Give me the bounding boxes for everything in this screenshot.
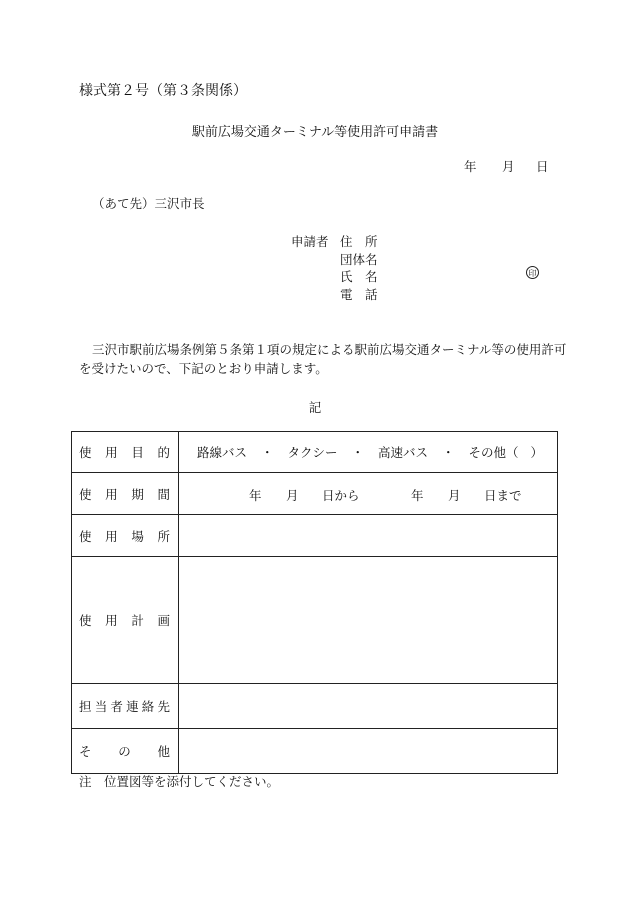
label-char: 使 bbox=[79, 486, 92, 502]
purpose-option-taxi[interactable]: タクシー bbox=[287, 445, 338, 460]
purpose-close-paren: ） bbox=[530, 445, 543, 460]
period-cell[interactable] bbox=[179, 473, 558, 515]
footnote: 注 位置図等を添付してください。 bbox=[79, 774, 280, 789]
contact-cell[interactable] bbox=[179, 684, 558, 729]
separator: ・ bbox=[261, 445, 274, 460]
separator: ・ bbox=[351, 445, 365, 460]
purpose-option-highway-bus[interactable]: 高速バス bbox=[378, 445, 429, 460]
date-day: 日 bbox=[536, 159, 549, 174]
label-char: 用 bbox=[105, 486, 118, 502]
application-details-table bbox=[71, 431, 558, 774]
address-label: 住 所 bbox=[340, 234, 378, 249]
row-label-text bbox=[72, 742, 178, 760]
row-label-text bbox=[72, 443, 178, 461]
row-label bbox=[72, 557, 179, 684]
label-char: 連 bbox=[126, 699, 139, 714]
statement-text: 三沢市駅前広場条例第５条第１項の規定による駅前広場交通ターミナル等の使用許可を受けたいので、下記のとおり申請します。 bbox=[79, 342, 567, 376]
purpose-options bbox=[179, 443, 557, 461]
table-row bbox=[72, 684, 558, 729]
row-label-text bbox=[72, 485, 178, 503]
ki-heading: 記 bbox=[308, 400, 322, 415]
label-char: 使 bbox=[79, 445, 92, 460]
row-label-text bbox=[72, 527, 178, 545]
label-char: 期 bbox=[131, 486, 144, 502]
application-statement bbox=[79, 340, 569, 378]
label-char: 画 bbox=[157, 613, 170, 628]
to-month: 月 bbox=[448, 487, 461, 503]
row-label bbox=[72, 432, 179, 473]
table-row bbox=[72, 557, 558, 684]
document-title: 駅前広場交通ターミナル等使用許可申請書 bbox=[191, 125, 439, 140]
name-label: 氏 名 bbox=[340, 269, 378, 284]
label-char: 当 bbox=[94, 699, 108, 714]
label-char: 所 bbox=[157, 528, 170, 544]
row-label-text bbox=[72, 697, 178, 715]
other-cell[interactable] bbox=[179, 729, 558, 774]
purpose-option-route-bus[interactable]: 路線バス bbox=[197, 445, 248, 460]
label-char: 使 bbox=[79, 528, 92, 544]
label-char: 計 bbox=[131, 613, 144, 628]
label-char: 者 bbox=[110, 699, 123, 714]
label-char: 間 bbox=[157, 486, 170, 502]
plan-cell[interactable] bbox=[179, 557, 558, 684]
table-row bbox=[72, 515, 558, 557]
purpose-cell[interactable] bbox=[179, 432, 558, 473]
label-char: 用 bbox=[105, 445, 118, 460]
location-cell[interactable] bbox=[179, 515, 558, 557]
to-day: 日まで bbox=[484, 487, 522, 503]
table-row bbox=[72, 432, 558, 473]
form-number: 様式第２号（第３条関係） bbox=[79, 83, 247, 99]
purpose-option-other[interactable]: その他（ bbox=[468, 445, 519, 460]
row-label bbox=[72, 515, 179, 557]
label-char: 場 bbox=[131, 528, 144, 544]
from-day: 日から bbox=[322, 487, 360, 503]
label-char: 他 bbox=[157, 744, 170, 759]
separator: ・ bbox=[442, 445, 455, 460]
from-year: 年 bbox=[249, 487, 262, 503]
label-char: そ bbox=[79, 744, 92, 759]
to-year: 年 bbox=[411, 487, 424, 503]
label-char: 的 bbox=[157, 445, 170, 460]
row-label bbox=[72, 729, 179, 774]
label-char: 用 bbox=[105, 528, 118, 544]
label-char: 担 bbox=[79, 699, 92, 714]
table-row bbox=[72, 473, 558, 515]
applicant-heading: 申請者 bbox=[291, 234, 329, 249]
label-char: 用 bbox=[105, 613, 118, 628]
row-label bbox=[72, 684, 179, 729]
label-char: 絡 bbox=[141, 699, 155, 714]
label-char: 先 bbox=[157, 699, 170, 714]
from-month: 月 bbox=[286, 487, 299, 503]
period-fields bbox=[179, 486, 557, 502]
phone-label: 電 話 bbox=[340, 287, 378, 302]
date-year: 年 bbox=[464, 159, 477, 174]
row-label bbox=[72, 473, 179, 515]
table-row bbox=[72, 729, 558, 774]
row-label-text bbox=[72, 611, 178, 629]
date-month: 月 bbox=[502, 159, 515, 174]
label-char: の bbox=[118, 744, 131, 759]
organization-label: 団体名 bbox=[340, 252, 378, 267]
label-char: 目 bbox=[131, 445, 144, 460]
addressee: （あて先）三沢市長 bbox=[92, 196, 205, 211]
seal-mark: 印 bbox=[526, 266, 539, 279]
label-char: 使 bbox=[79, 613, 92, 628]
